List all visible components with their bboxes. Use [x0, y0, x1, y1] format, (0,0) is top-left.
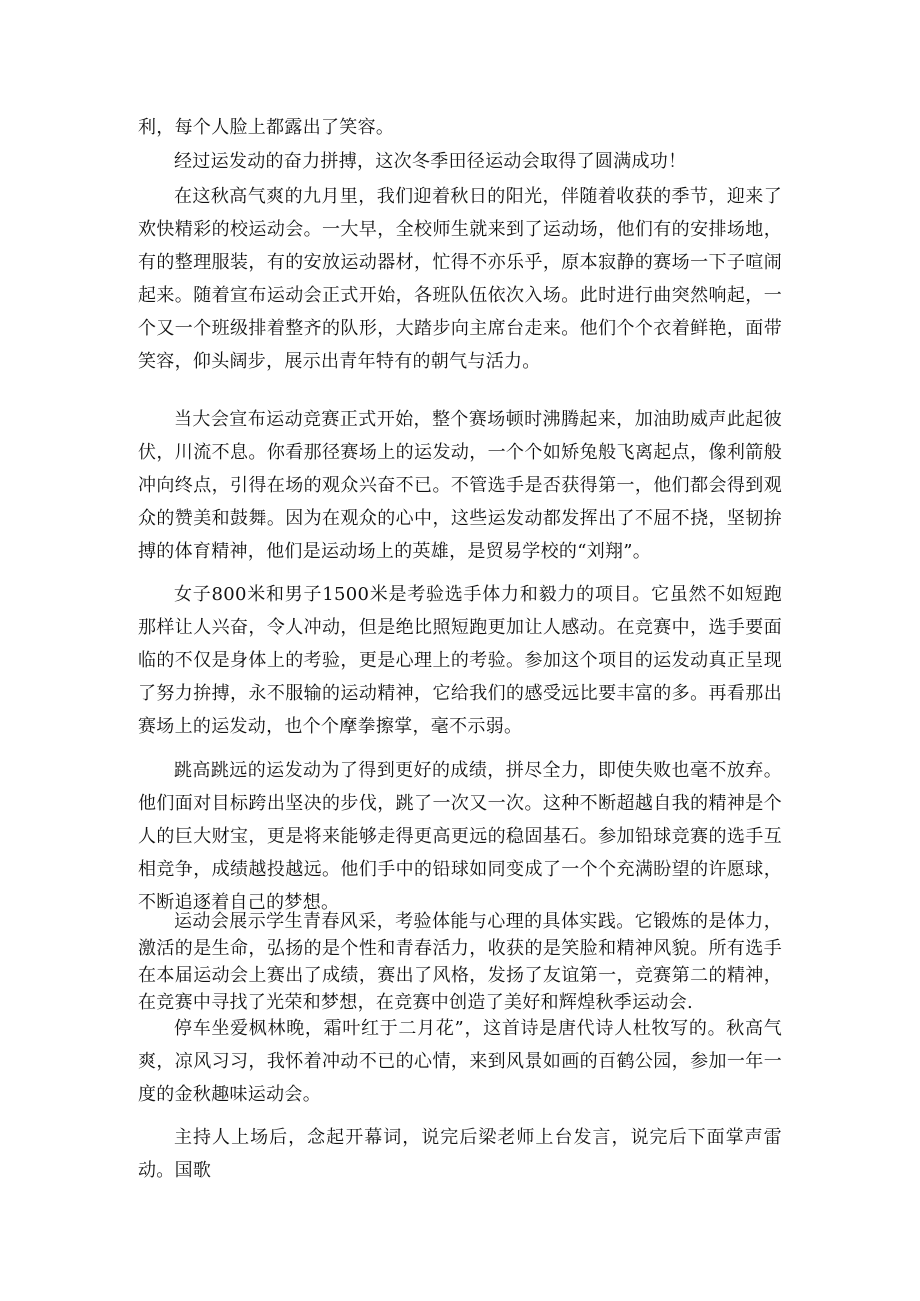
paragraph-9: 主持人上场后，念起开幕词，说完后梁老师上台发言，说完后下面掌声雷动。国歌 — [138, 1127, 782, 1181]
paragraph-4: 当大会宣布运动竞赛正式开始，整个赛场顿时沸腾起来，加油助威声此起彼伏，川流不息。你看那径赛场上的运发动，一个个如矫兔般飞离起点，像利箭般冲向终点，引得在场的观众兴奋不已。不管选手是否获得第一，他们都会得到观众的赞美和鼓舞。因为在观众的心中，这些运发动都发挥出了不屈不挠，坚韧拚搏的体育精神，他们是运动场上的英雄，是贸易学校的“刘翔”。 — [138, 409, 782, 562]
paragraph-8: 停车坐爱枫林晚，霜叶红于二月花”，这首诗是唐代诗人杜牧写的。秋高气爽，凉风习习，我怀着冲动不已的心情，来到风景如画的百鹤公园，参加一年一度的金秋趣味运动会。 — [138, 1018, 782, 1105]
paragraph-1: 利，每个人脸上都露出了笑容。 — [138, 117, 395, 138]
paragraph-2: 经过运发动的奋力拼搏，这次冬季田径运动会取得了圆满成功！ — [174, 151, 687, 172]
paragraph-3: 在这秋高气爽的九月里，我们迎着秋日的阳光，伴随着收获的季节，迎来了欢快精彩的校运动会。一大早，全校师生就来到了运动场，他们有的安排场地，有的整理服装，有的安放运动器材，忙得不亦乐乎，原本寂静的赛场一下子喧闹起来。随着宣布运动会正式开始，各班队伍依次入场。此时进行曲突然响起，一个又一个班级排着整齐的队形，大踏步向主席台走来。他们个个衣着鲜艳，面带笑容，仰头阔步，展示出青年特有的朝气与活力。 — [138, 186, 782, 372]
paragraph-5: 女子800米和男子1500米是考验选手体力和毅力的项目。它虽然不如短跑那样让人兴奋，令人冲动，但是绝比照短跑更加让人感动。在竞赛中，选手要面临的不仅是身体上的考验，更是心理上的考验。参加这个项目的运发动真正呈现了努力拚搏，永不服输的运动精神，它给我们的感受远比要丰富的多。再看那出赛场上的运发动，也个个摩拳擦掌，毫不示弱。 — [138, 584, 782, 737]
paragraph-7: 运动会展示学生青春风采，考验体能与心理的具体实践。它锻炼的是体力，激活的是生命，弘扬的是个性和青春活力，收获的是笑脸和精神风貌。所有选手在本届运动会上赛出了成绩，赛出了风格，发扬了友谊第一，竞赛第二的精神，在竞赛中寻找了光荣和梦想，在竞赛中创造了美好和辉煌秋季运动会. — [138, 911, 782, 1013]
paragraph-6: 跳高跳远的运发动为了得到更好的成绩，拼尽全力，即使失败也毫不放弃。他们面对目标跨出坚决的步伐，跳了一次又一次。这种不断超越自我的精神是个人的巨大财宝，更是将来能够走得更高更远的稳固基石。参加铅球竞赛的选手互相竞争，成绩越投越远。他们手中的铅球如同变成了一个个充满盼望的许愿球，不断追逐着自己的梦想。 — [138, 760, 782, 913]
